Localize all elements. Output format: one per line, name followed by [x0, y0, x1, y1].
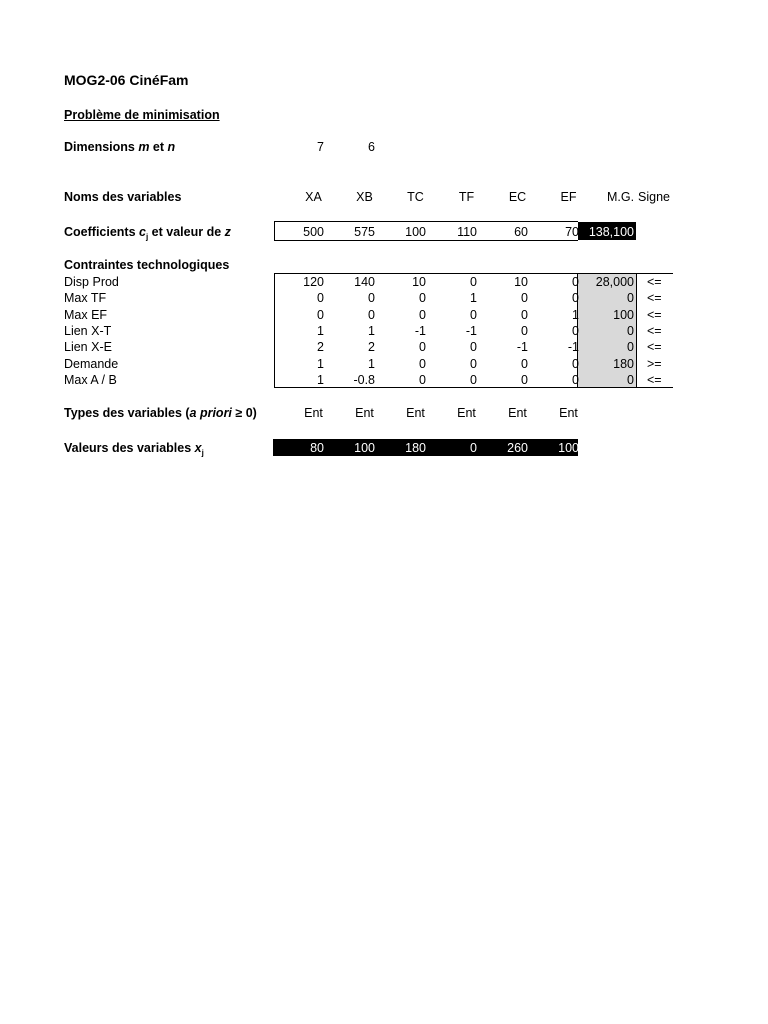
constraint-coefficient-cell[interactable]: 0 — [572, 356, 579, 371]
z-value: 138,100 — [588, 225, 634, 239]
constraint-coefficient-cell[interactable]: 0 — [470, 275, 477, 289]
coefficient-cell[interactable]: 70 — [565, 225, 579, 239]
dimensions-label: Dimensions m et n — [64, 140, 176, 154]
types-label: Types des variables (a priori ≥ 0) — [64, 406, 257, 420]
constraint-coefficient-cell[interactable]: 0 — [470, 340, 477, 355]
constraint-name: Demande — [64, 356, 119, 371]
constraint-mg-cell: 180 — [613, 356, 634, 371]
constraint-sign[interactable]: <= — [647, 307, 662, 322]
variable-type-cell[interactable]: Ent — [406, 406, 425, 420]
constraint-coefficient-cell[interactable]: 1 — [572, 307, 579, 322]
constraint-coefficient-cell[interactable]: 0 — [470, 372, 477, 387]
constraint-coefficient-cell[interactable]: -0.8 — [353, 372, 375, 387]
constraint-coefficient-cell[interactable]: 0 — [317, 307, 324, 322]
constraint-coefficient-cell[interactable]: 0 — [521, 307, 528, 322]
variable-name-cell: TF — [458, 190, 475, 204]
constraint-coefficient-cell[interactable]: 0 — [419, 356, 426, 371]
variable-name-cell: XA — [305, 190, 322, 204]
variable-value-cell: 100 — [354, 441, 375, 455]
constraint-coefficient-cell[interactable]: 0 — [470, 307, 477, 322]
constraint-coefficient-cell[interactable]: 0 — [572, 323, 579, 338]
variable-value-cell: 180 — [405, 441, 426, 455]
constraint-sign[interactable]: <= — [647, 275, 662, 289]
constraint-coefficient-cell[interactable]: -1 — [414, 323, 426, 338]
constraint-coefficient-cell[interactable]: 1 — [317, 356, 324, 371]
constraint-coefficient-cell[interactable]: 0 — [470, 356, 477, 371]
constraint-sign[interactable]: <= — [647, 340, 662, 355]
constraint-coefficient-cell[interactable]: 140 — [354, 275, 375, 289]
constraint-coefficient-cell[interactable]: 0 — [521, 323, 528, 338]
variable-type-cell[interactable]: Ent — [355, 406, 374, 420]
constraint-coefficient-cell[interactable]: 0 — [419, 307, 426, 322]
variable-type-cell[interactable]: Ent — [304, 406, 323, 420]
constraint-coefficient-cell[interactable]: 1 — [317, 323, 324, 338]
variable-name-cell: TC — [407, 190, 424, 204]
constraint-coefficient-cell[interactable]: 1 — [470, 291, 477, 306]
valeurs-label: Valeurs des variables $x_j$ — [64, 441, 204, 458]
constraint-sign[interactable]: <= — [647, 323, 662, 338]
constraint-coefficient-cell[interactable]: 0 — [521, 356, 528, 371]
constraint-coefficient-cell[interactable]: 2 — [368, 340, 375, 355]
constraint-coefficient-cell[interactable]: 120 — [303, 275, 324, 289]
constraint-coefficient-cell[interactable]: 0 — [368, 307, 375, 322]
constraint-name: Disp Prod — [64, 275, 119, 289]
constraint-mg-cell: 0 — [627, 372, 634, 387]
coefficient-cell[interactable]: 575 — [354, 225, 375, 239]
constraint-name: Lien X-T — [64, 323, 112, 338]
variable-name-cell: EC — [508, 190, 527, 204]
coefficient-cell[interactable]: 110 — [457, 225, 477, 239]
constraint-coefficient-cell[interactable]: 0 — [419, 372, 426, 387]
constraint-coefficient-cell[interactable]: 0 — [572, 372, 579, 387]
variables-label: Noms des variables — [64, 190, 182, 204]
constraint-coefficient-cell[interactable]: 1 — [368, 323, 375, 338]
constraint-coefficient-cell[interactable]: 0 — [419, 291, 426, 306]
coefficient-cell[interactable]: 60 — [514, 225, 528, 239]
constraint-coefficient-cell[interactable]: 2 — [317, 340, 324, 355]
constraint-sign[interactable]: >= — [647, 356, 662, 371]
constraints-label: Contraintes technologiques — [64, 258, 230, 272]
constraint-mg-cell: 0 — [627, 323, 634, 338]
constraint-coefficient-cell[interactable]: 1 — [317, 372, 324, 387]
constraint-name: Max A / B — [64, 372, 117, 387]
constraint-coefficient-cell[interactable]: 1 — [368, 356, 375, 371]
constraint-coefficient-cell[interactable]: 0 — [521, 372, 528, 387]
constraint-mg-cell: 100 — [613, 307, 634, 322]
constraint-mg-cell: 0 — [627, 291, 634, 306]
constraint-sign[interactable]: <= — [647, 291, 662, 306]
constraint-coefficient-cell[interactable]: 0 — [521, 291, 528, 306]
coefficient-cell[interactable]: 500 — [303, 225, 324, 239]
mg-header: M.G. — [607, 190, 635, 204]
variable-type-cell[interactable]: Ent — [508, 406, 527, 420]
variable-name-cell: EF — [560, 190, 577, 204]
variable-name-cell: XB — [356, 190, 373, 204]
constraint-coefficient-cell[interactable]: 0 — [572, 291, 579, 306]
variable-type-cell[interactable]: Ent — [559, 406, 578, 420]
variable-value-cell: 80 — [310, 441, 324, 455]
variable-type-cell[interactable]: Ent — [457, 406, 476, 420]
constraint-coefficient-cell[interactable]: 0 — [368, 291, 375, 306]
constraint-coefficient-cell[interactable]: 0 — [572, 275, 579, 289]
constraint-mg-cell: 0 — [627, 340, 634, 355]
constraint-sign[interactable]: <= — [647, 372, 662, 387]
constraint-coefficient-cell[interactable]: -1 — [567, 340, 579, 355]
constraint-coefficient-cell[interactable]: 0 — [317, 291, 324, 306]
coefficient-cell[interactable]: 100 — [405, 225, 426, 239]
variable-value-cell: 260 — [507, 441, 528, 455]
constraint-coefficient-cell[interactable]: -1 — [516, 340, 528, 355]
dimension-m-value[interactable]: 7 — [317, 140, 324, 154]
signe-header: Signe — [638, 190, 670, 204]
constraint-name: Max EF — [64, 307, 108, 322]
subtitle: Problème de minimisation — [64, 108, 220, 122]
page-title: MOG2-06 CinéFam — [64, 72, 189, 88]
constraint-name: Max TF — [64, 291, 107, 306]
constraint-name: Lien X-E — [64, 340, 112, 355]
constraint-coefficient-cell[interactable]: 10 — [514, 275, 528, 289]
variable-value-cell: 0 — [470, 441, 477, 455]
variable-value-cell: 100 — [558, 441, 579, 455]
coefficients-label: Coefficients $c_j$ et valeur de z — [64, 225, 231, 242]
constraint-mg-cell: 28,000 — [595, 275, 634, 289]
dimension-n-value[interactable]: 6 — [368, 140, 375, 154]
constraint-coefficient-cell[interactable]: 0 — [419, 340, 426, 355]
constraint-coefficient-cell[interactable]: -1 — [465, 323, 477, 338]
constraint-coefficient-cell[interactable]: 10 — [412, 275, 426, 289]
